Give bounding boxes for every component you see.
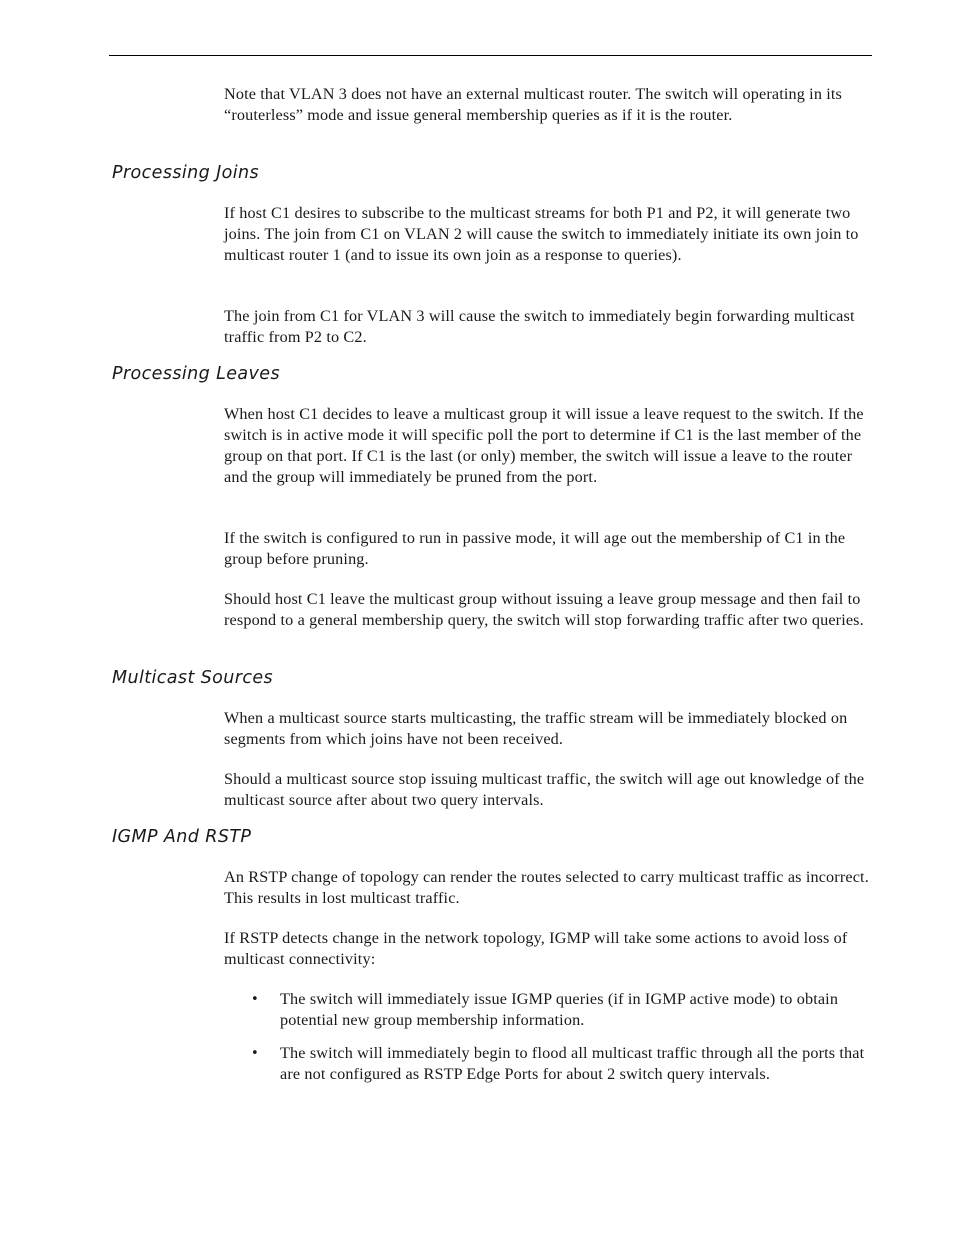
paragraph: When host C1 decides to leave a multicast group it will issue a leave request to the switch. If the switch is in active mode it will specific poll the port to determine if C1 is the last member of the group on that port. If C1 is the last (or only) member, the switch will issue a leave to the router and the group will immediately be pruned from the port. [224, 405, 864, 486]
paragraph: When a multicast source starts multicasting, the traffic stream will be immediately blocked on segments from which joins have not been received. [224, 709, 848, 748]
header-rule [109, 55, 872, 56]
paragraph: If the switch is configured to run in passive mode, it will age out the membership of C1 in the group before pruning. [224, 529, 846, 568]
heading-multicast-sources: Multicast Sources [112, 668, 274, 688]
bullet-text: The switch will immediately issue IGMP queries (if in IGMP active mode) to obtain potential new group membership information. [280, 990, 839, 1029]
bullet-icon: • [251, 992, 259, 1007]
heading-processing-joins: Processing Joins [112, 163, 260, 183]
paragraph: Should a multicast source stop issuing multicast traffic, the switch will age out knowledge of the multicast source after about two query intervals. [224, 770, 865, 809]
paragraph: Should host C1 leave the multicast group without issuing a leave group message and then fail to respond to a general membership query, the switch will stop forwarding traffic after two queries. [224, 590, 864, 629]
bullet-icon: • [251, 1046, 259, 1061]
paragraph: The join from C1 for VLAN 3 will cause the switch to immediately begin forwarding multicast traffic from P2 to C2. [224, 307, 855, 346]
heading-processing-leaves: Processing Leaves [112, 364, 280, 384]
intro-paragraph: Note that VLAN 3 does not have an external multicast router. The switch will operating in its “routerless” mode and issue general membership queries as if it is the router. [224, 85, 842, 124]
bullet-text: The switch will immediately begin to flood all multicast traffic through all the ports that are not configured as RSTP Edge Ports for about 2 switch query intervals. [280, 1044, 865, 1083]
paragraph: An RSTP change of topology can render the routes selected to carry multicast traffic as incorrect. This results in lost multicast traffic. [224, 868, 869, 907]
paragraph: If RSTP detects change in the network topology, IGMP will take some actions to avoid loss of multicast connectivity: [224, 929, 848, 968]
heading-igmp-and-rstp: IGMP And RSTP [112, 827, 252, 847]
paragraph: If host C1 desires to subscribe to the multicast streams for both P1 and P2, it will generate two joins. The join from C1 on VLAN 2 will cause the switch to immediately initiate its own join to multicast router 1 (and to issue its own join as a response to queries). [224, 204, 859, 264]
